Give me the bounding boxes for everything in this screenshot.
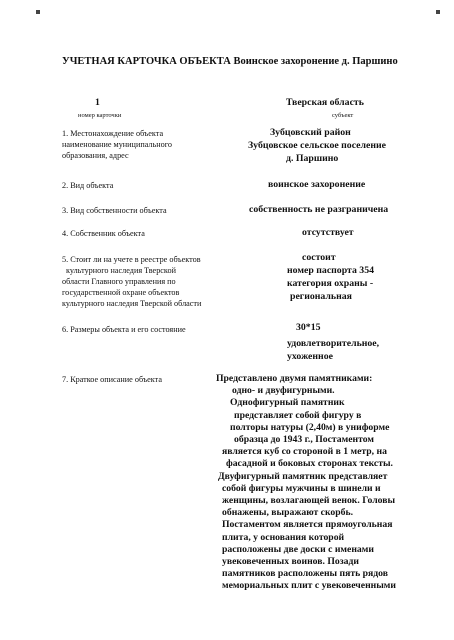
scan-mark [36,10,40,14]
field-owner-value: отсутствует [302,227,354,238]
card-number: 1 [95,97,100,108]
field-size-label: 6. Размеры объекта и его состояние [62,325,186,334]
field-type-label: 2. Вид объекта [62,181,114,190]
field-size-value-1: 30*15 [296,322,321,333]
field-registry-value-4: региональная [290,291,352,302]
card-subject: Тверская область [286,97,364,108]
field-size-value-2: удовлетворительное, [287,338,380,349]
field-location-label: 1. Местонахождение объекта наименование муниципального образования, адрес [62,129,172,160]
field-ownership-value: собственность не разграничена [249,204,389,215]
field-location-value-3: д. Паршино [286,153,339,164]
field-registry-label: 5. Стоит ли на учете в реестре объектов культурного наследия Тверской области Главного управления по государственной охране объектов культурного наследия Тверской области [62,255,202,308]
field-registry-value-3: категория охраны - [287,278,374,289]
field-ownership-label: 3. Вид собственности объекта [62,206,167,215]
card-number-caption: номер карточки [78,112,122,119]
card-title-main: УЧЕТНАЯ КАРТОЧКА ОБЪЕКТА [62,56,231,67]
field-description-label: 7. Краткое описание объекта [62,375,162,384]
field-owner-label: 4. Собственник объекта [62,229,145,238]
field-registry-value-1: состоит [302,252,336,263]
field-location-value-1: Зубцовский район [270,127,351,138]
field-location-value-2: Зубцовское сельское поселение [248,140,387,151]
field-size-value-3: ухоженное [287,351,333,362]
card-subject-caption: субъект [332,112,354,119]
field-type-value: воинское захоронение [268,179,366,190]
scan-mark [436,10,440,14]
card-title [62,56,398,67]
field-registry-value-2: номер паспорта 354 [287,265,375,276]
card-title-object: Воинское захоронение д. Паршино [233,56,398,67]
field-description-value: Представлено двумя памятниками: одно- и двуфигурными. Однофигурный памятник представляет собой фигуру в полторы натуры (2,40м) в униформе образца до 1943 г., Постаментом является куб со стороной в 1 метр, на фасадной и боковых сторонах тексты. Двуфигурный памятник представляет собой фигуры мужчины в шинели и женщины, возлагающей венок. Головы обнажены, выражают скорбь. Постаментом является прямоугольная плита, у основания которой расположены две доски с именами увековеченных воинов. Позади памятников расположены пять рядов мемориальных плит с увековеченными [216,373,396,592]
